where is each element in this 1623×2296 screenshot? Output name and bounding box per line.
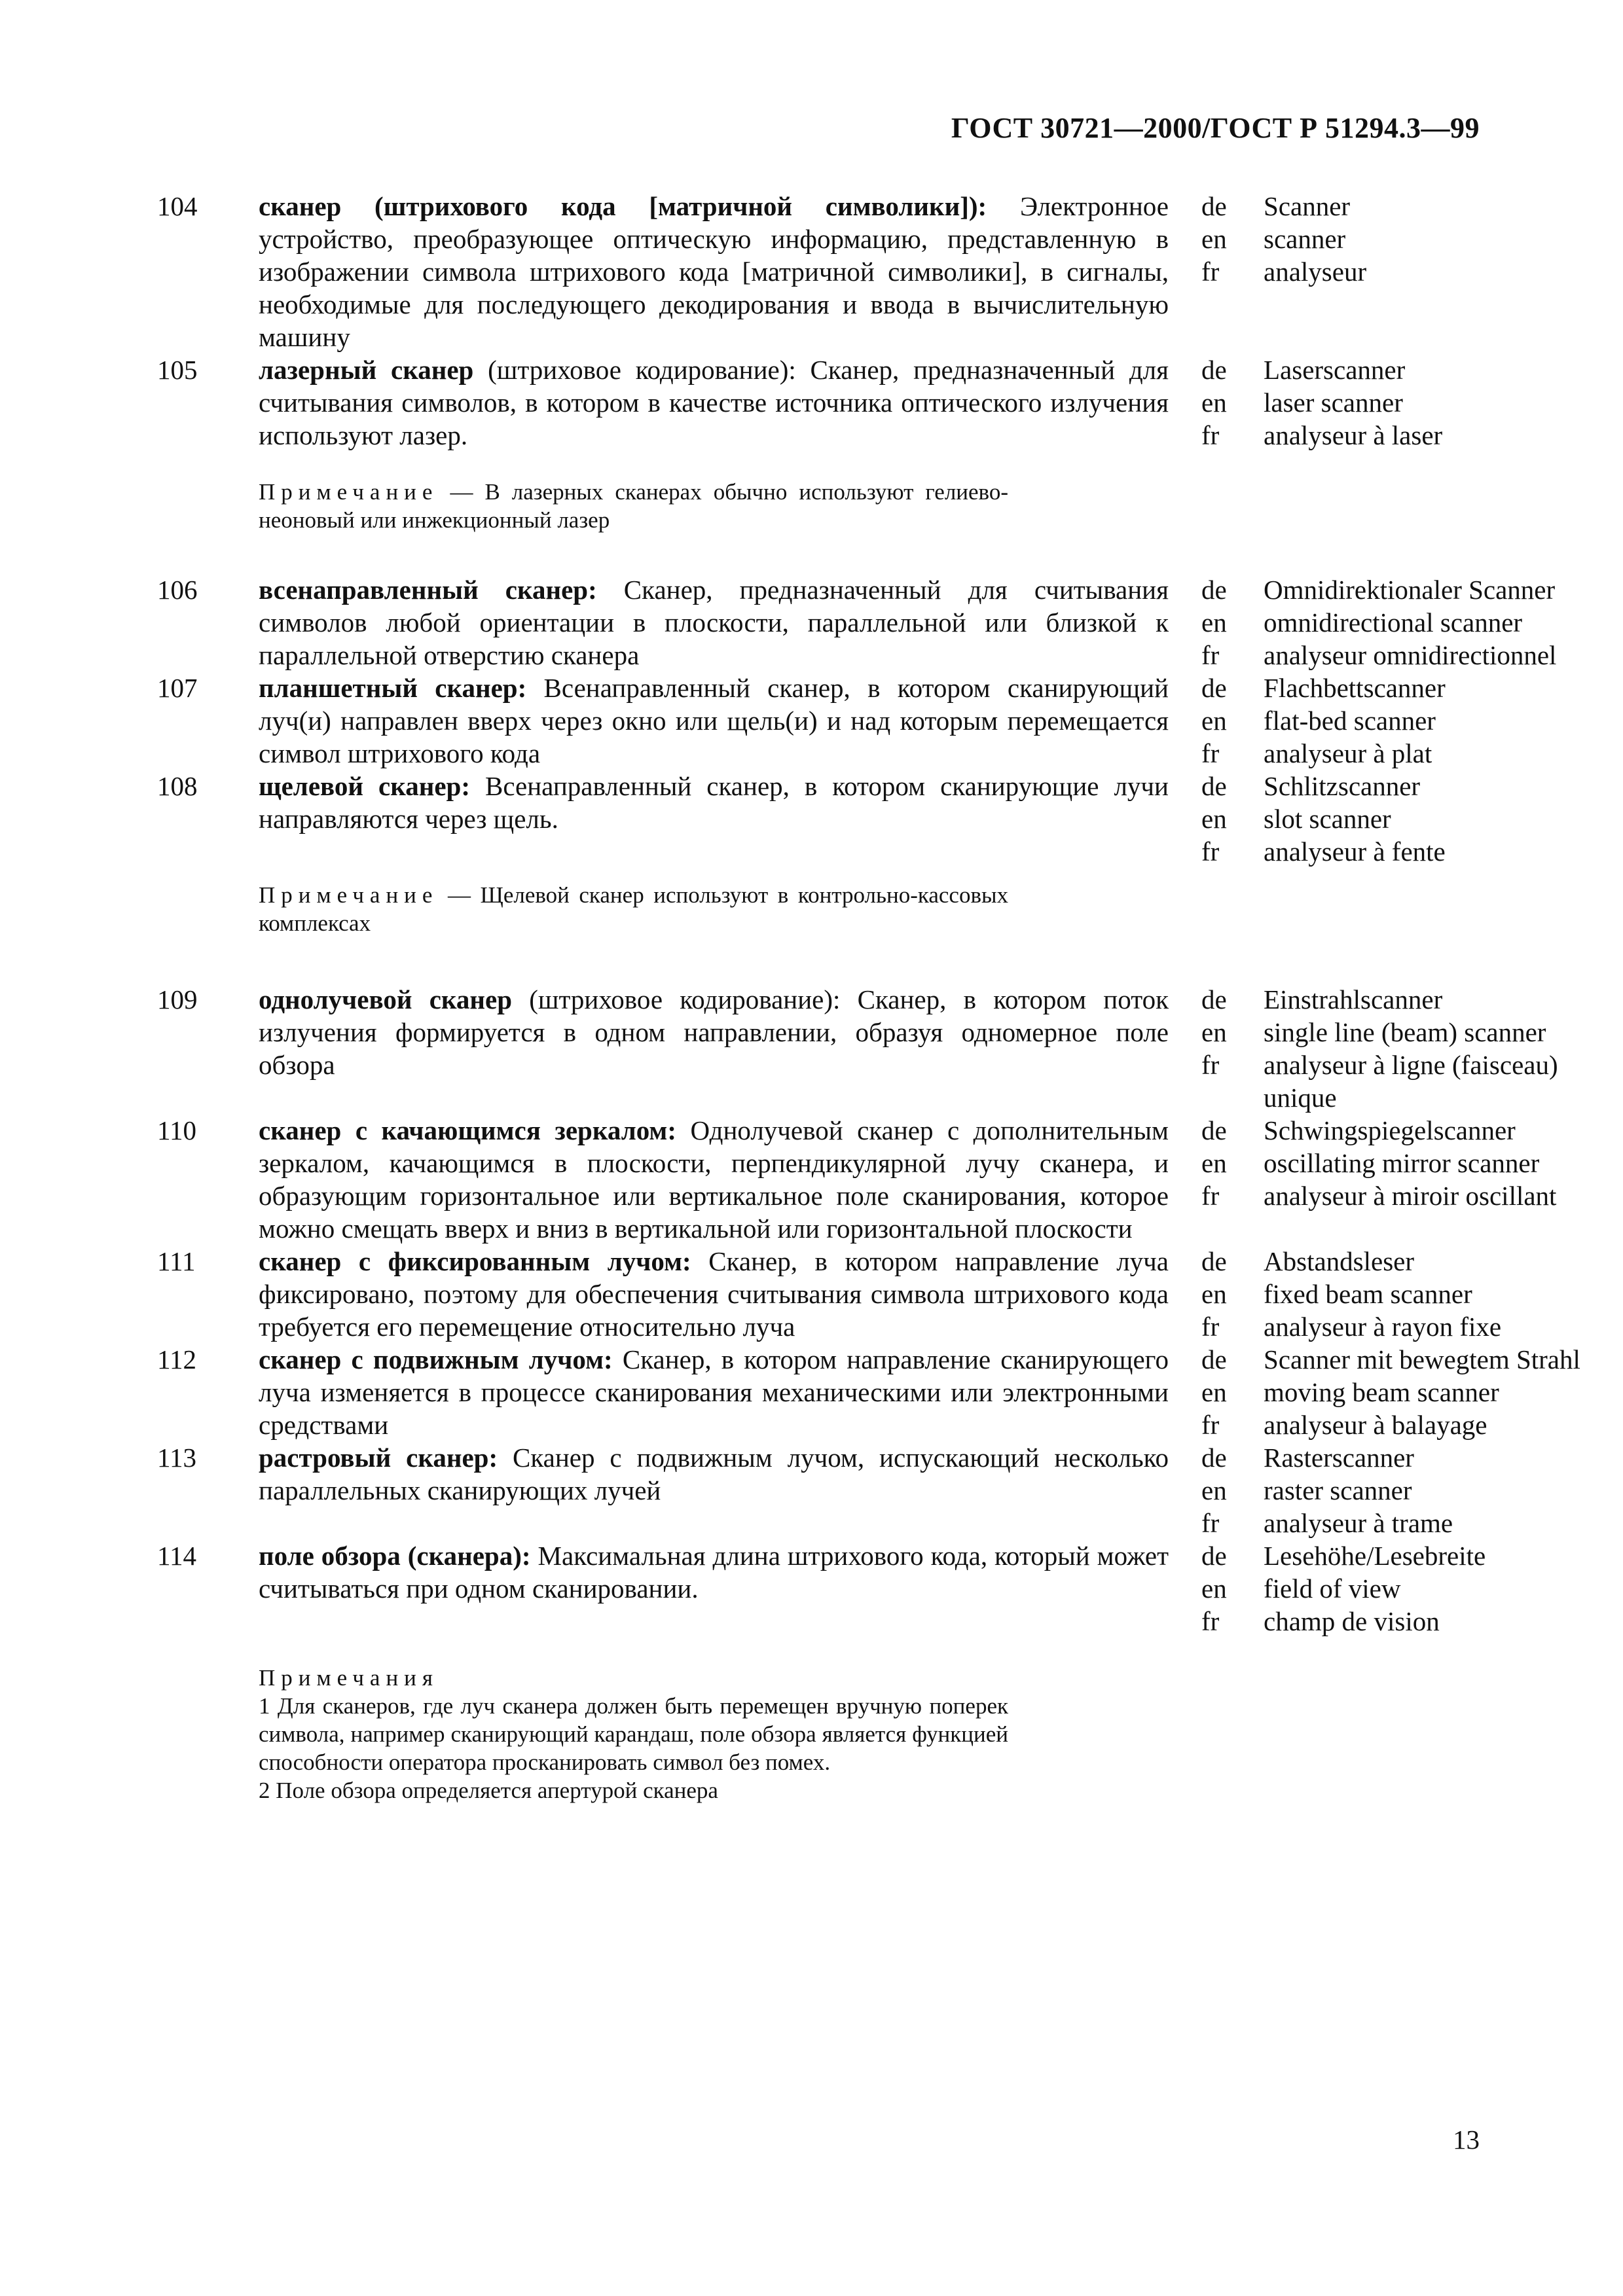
entry-definition — [259, 190, 1169, 353]
entry-number: 109 — [157, 984, 198, 1014]
lang-code-de: de — [1201, 575, 1227, 605]
entry-number: 104 — [157, 191, 198, 221]
entry-number: 112 — [157, 1344, 196, 1374]
term-fr: analyseur à trame — [1264, 1508, 1453, 1538]
terms-list — [157, 190, 1580, 1804]
note-label: Примечание — [259, 882, 439, 908]
lang-code-de: de — [1201, 1443, 1227, 1473]
term-entry-110 — [157, 1114, 1557, 1245]
term-en: laser scanner — [1264, 387, 1403, 418]
lang-code-fr: fr — [1201, 1181, 1220, 1211]
lang-code-de: de — [1201, 1246, 1227, 1276]
entry-term: поле обзора (сканера): — [259, 1541, 531, 1571]
term-fr: analyseur à fente — [1264, 836, 1446, 867]
entry-text: Всенаправленный сканер, в котором сканирующий луч(и) направлен вверх через окно или щель(и) и над которым перемещается символ штрихового кода — [259, 673, 1169, 768]
lang-code-en: en — [1201, 1475, 1227, 1505]
lang-code-fr: fr — [1201, 836, 1220, 867]
term-de: Scanner — [1264, 191, 1351, 221]
translations — [1201, 353, 1594, 452]
term-de: Laserscanner — [1264, 355, 1406, 385]
lang-code-de: de — [1201, 1344, 1227, 1374]
lang-code-fr: fr — [1201, 1606, 1220, 1636]
entry-number: 106 — [157, 575, 198, 605]
lang-code-de: de — [1201, 1541, 1227, 1571]
note-item-2: 2 Поле обзора определяется апертурой сканера — [259, 1778, 718, 1803]
lang-code-en: en — [1201, 1279, 1227, 1309]
note-item-1: 1 Для сканеров, где луч сканера должен быть перемещен вручную поперек символа, например сканирующий карандаш, поле обзора является функцией способности оператора просканировать символ без помех. — [259, 1693, 1008, 1775]
translations — [1201, 1343, 1594, 1441]
lang-code-en: en — [1201, 1377, 1227, 1407]
entry-text: (штриховое кодирование): Сканер, предназначенный для считывания символов, в котором в качестве источника оптического излучения используют лазер. — [259, 355, 1169, 450]
term-de: Schwingspiegelscanner — [1264, 1115, 1516, 1145]
lang-code-de: de — [1201, 355, 1227, 385]
lang-code-en: en — [1201, 1573, 1227, 1604]
entry-term: всенаправленный сканер: — [259, 575, 597, 605]
term-en: moving beam scanner — [1264, 1377, 1499, 1407]
translations — [1201, 1441, 1594, 1539]
term-en: raster scanner — [1264, 1475, 1412, 1505]
entry-text: Всенаправленный сканер, в котором сканирующие лучи направляются через щель. — [259, 771, 1169, 834]
note-label: Примечание — [259, 479, 439, 505]
term-de: Scanner mit bewegtem Strahl — [1264, 1344, 1580, 1374]
lang-code-de: de — [1201, 1115, 1227, 1145]
term-de: Lesehöhe/Lesebreite — [1264, 1541, 1486, 1571]
entry-text: Однолучевой сканер с дополнительным зеркалом, качающимся в плоскости, перпендикулярной лучу сканера, и образующим горизонтальное или вертикальное поле сканирования, которое можно смещать вверх и вниз в вертикальной или горизонтальной плоскости — [259, 1115, 1169, 1244]
term-de: Abstandsleser — [1264, 1246, 1415, 1276]
note-105 — [259, 478, 1008, 534]
translations — [1201, 672, 1594, 770]
translations — [1201, 1245, 1594, 1343]
translations — [1201, 190, 1594, 288]
document-header: ГОСТ 30721—2000/ГОСТ Р 51294.3—99 — [951, 112, 1480, 144]
lang-code-de: de — [1201, 771, 1227, 801]
term-fr: analyseur à balayage — [1264, 1410, 1487, 1440]
entry-text: Сканер, в котором направление луча фиксировано, поэтому для обеспечения считывания символа штрихового кода требуется его перемещение относительно луча — [259, 1246, 1169, 1342]
term-fr: analyseur à plat — [1264, 738, 1432, 768]
notes-label: Примечания — [259, 1665, 439, 1691]
translations — [1201, 573, 1594, 672]
lang-code-en: en — [1201, 706, 1227, 736]
term-fr: analyseur à miroir oscillant — [1264, 1181, 1557, 1211]
note-108 — [259, 881, 1008, 937]
lang-code-fr: fr — [1201, 1508, 1220, 1538]
translations — [1201, 770, 1594, 868]
entry-number: 107 — [157, 673, 198, 703]
lang-code-de: de — [1201, 191, 1227, 221]
lang-code-en: en — [1201, 387, 1227, 418]
entry-definition — [259, 1441, 1169, 1507]
term-fr-cont: unique — [1264, 1083, 1337, 1113]
entry-number: 105 — [157, 355, 198, 385]
entry-number: 108 — [157, 771, 198, 801]
term-fr: analyseur à laser — [1264, 420, 1443, 450]
entry-definition — [259, 1343, 1169, 1441]
lang-code-fr: fr — [1201, 1050, 1220, 1080]
note-text: — В лазерных сканерах обычно используют гелиево-неоновый или инжекционный лазер — [259, 479, 1008, 533]
entry-text: (штриховое кодирование): Сканер, в котором поток излучения формируется в одном направлении, образуя одномерное поле обзора — [259, 984, 1169, 1080]
entry-definition — [259, 353, 1169, 452]
entry-text: Сканер, в котором направление сканирующего луча изменяется в процессе сканирования механическими или электронными средствами — [259, 1344, 1169, 1440]
entry-text: Электронное устройство, преобразующее оптическую информацию, представленную в изображении символа штрихового кода [матричной символики], в сигналы, необходимые для последующего декодирования и ввода в вычислительную машину — [259, 191, 1169, 352]
term-en: scanner — [1264, 224, 1346, 254]
term-entry-114 — [157, 1539, 1493, 1638]
term-de: Schlitzscanner — [1264, 771, 1421, 801]
term-en: slot scanner — [1264, 804, 1391, 834]
entry-term: сканер с фиксированным лучом: — [259, 1246, 691, 1276]
lang-code-en: en — [1201, 607, 1227, 637]
translations — [1201, 1539, 1594, 1638]
term-fr: analyseur à rayon fixe — [1264, 1312, 1502, 1342]
lang-code-en: en — [1201, 1148, 1227, 1178]
lang-code-fr: fr — [1201, 738, 1220, 768]
entry-term: планшетный сканер: — [259, 673, 527, 703]
entry-term: растровый сканер: — [259, 1443, 498, 1473]
term-fr: champ de vision — [1264, 1606, 1440, 1636]
term-en: omnidirectional scanner — [1264, 607, 1523, 637]
term-de: Rasterscanner — [1264, 1443, 1414, 1473]
entry-definition — [259, 983, 1169, 1081]
lang-code-de: de — [1201, 984, 1227, 1014]
term-entry-111 — [157, 1245, 1502, 1343]
term-de: Omnidirektionaler Scanner — [1264, 575, 1556, 605]
lang-code-en: en — [1201, 804, 1227, 834]
term-en: field of view — [1264, 1573, 1401, 1604]
entry-definition — [259, 1245, 1169, 1343]
term-entry-113 — [157, 1441, 1493, 1539]
term-entry-105 — [157, 353, 1493, 452]
term-en: flat-bed scanner — [1264, 706, 1436, 736]
entry-number: 114 — [157, 1541, 196, 1571]
term-de: Flachbettscanner — [1264, 673, 1446, 703]
entry-definition — [259, 573, 1169, 672]
term-entry-109 — [157, 983, 1558, 1114]
page-number: 13 — [1453, 2125, 1480, 2155]
entry-number: 110 — [157, 1115, 196, 1145]
term-de: Einstrahlscanner — [1264, 984, 1443, 1014]
lang-code-fr: fr — [1201, 257, 1220, 287]
lang-code-en: en — [1201, 1017, 1227, 1047]
entry-term: сканер с подвижным лучом: — [259, 1344, 613, 1374]
note-text: — Щелевой сканер используют в контрольно-кассовых комплексах — [259, 882, 1008, 936]
notes-114 — [259, 1664, 1008, 1804]
entry-definition — [259, 1539, 1169, 1605]
entry-term: щелевой сканер: — [259, 771, 470, 801]
entry-definition — [259, 1114, 1169, 1245]
term-en: fixed beam scanner — [1264, 1279, 1472, 1309]
term-entry-108 — [157, 770, 1493, 868]
entry-term: лазерный сканер — [259, 355, 474, 385]
translations — [1201, 983, 1594, 1114]
term-en: oscillating mirror scanner — [1264, 1148, 1540, 1178]
term-entry-104 — [157, 190, 1493, 353]
entry-term: однолучевой сканер — [259, 984, 513, 1014]
term-entry-106 — [157, 573, 1557, 672]
entry-text: Сканер с подвижным лучом, испускающий несколько параллельных сканирующих лучей — [259, 1443, 1169, 1505]
term-fr: analyseur omnidirectionnel — [1264, 640, 1557, 670]
term-fr: analyseur à ligne (faisceau) — [1264, 1050, 1558, 1080]
entry-term: сканер с качающимся зеркалом: — [259, 1115, 677, 1145]
entry-number: 111 — [157, 1246, 196, 1276]
lang-code-fr: fr — [1201, 640, 1220, 670]
entry-definition — [259, 770, 1169, 835]
term-fr: analyseur — [1264, 257, 1367, 287]
entry-text: Максимальная длина штрихового кода, который может считываться при одном сканировании. — [259, 1541, 1169, 1604]
lang-code-en: en — [1201, 224, 1227, 254]
lang-code-fr: fr — [1201, 420, 1220, 450]
term-entry-112 — [157, 1343, 1580, 1441]
entry-definition — [259, 672, 1169, 770]
entry-term: сканер (штрихового кода [матричной символики]): — [259, 191, 987, 221]
lang-code-fr: fr — [1201, 1410, 1220, 1440]
translations — [1201, 1114, 1594, 1212]
term-en: single line (beam) scanner — [1264, 1017, 1546, 1047]
lang-code-fr: fr — [1201, 1312, 1220, 1342]
entry-text: Сканер, предназначенный для считывания символов любой ориентации в плоскости, параллельной или близкой к параллельной отверстию сканера — [259, 575, 1169, 670]
term-entry-107 — [157, 672, 1493, 770]
entry-number: 113 — [157, 1443, 196, 1473]
lang-code-de: de — [1201, 673, 1227, 703]
